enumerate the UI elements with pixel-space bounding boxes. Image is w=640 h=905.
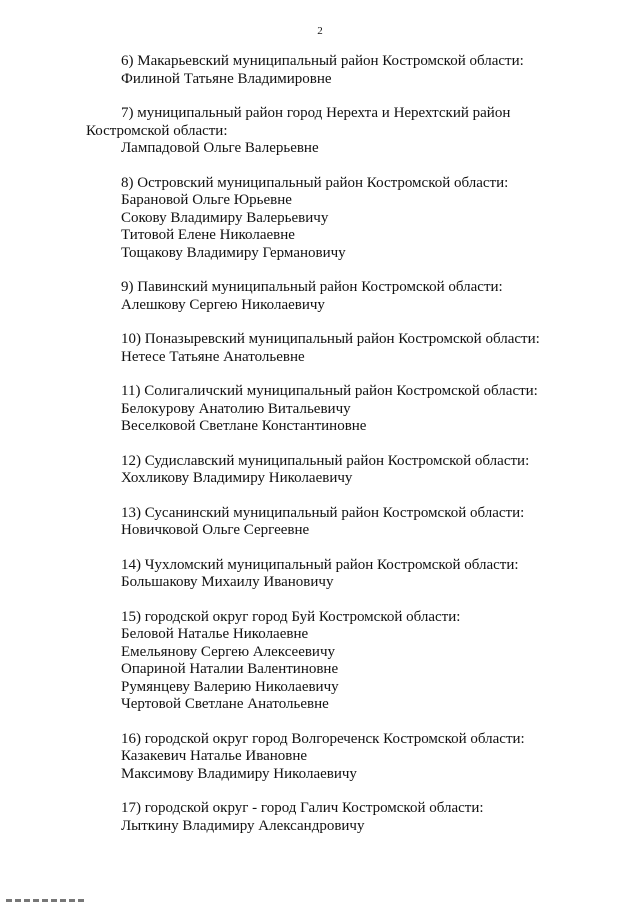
list-item-11: [0, 383, 640, 436]
list-item-7: [0, 105, 640, 158]
person-name: Филиной Татьяне Владимировне: [121, 70, 332, 87]
person-name: Титовой Елене Николаевне: [121, 227, 295, 243]
person-name: Нетесе Татьяне Анатольевне: [121, 348, 305, 365]
item-heading: 17) городской округ - город Галич Костромской области:: [121, 800, 484, 816]
person-name: Лампадовой Ольге Валерьевне: [121, 140, 319, 156]
list-item-15: [0, 609, 640, 714]
person-name: Новичковой Ольге Сергеевне: [121, 522, 310, 538]
person-name: Белокурову Анатолию Витальевичу: [121, 400, 351, 417]
item-heading: 10) Поназыревский муниципальный район Костромской области:: [121, 331, 540, 347]
list-item-8: [0, 175, 640, 263]
person-name: Тощакову Владимиру Германовичу: [121, 244, 346, 261]
person-name: Лыткину Владимиру Александровичу: [121, 817, 365, 834]
person-name: Хохликову Владимиру Николаевичу: [121, 470, 353, 486]
item-heading: 11) Солигаличский муниципальный район Костромской области:: [121, 383, 538, 399]
item-heading-continuation: Костромской области:: [86, 122, 228, 139]
person-name: Казакевич Наталье Ивановне: [121, 748, 308, 764]
list-item-14: [0, 557, 640, 592]
person-name: Максимову Владимиру Николаевичу: [121, 765, 357, 782]
person-name: Барановой Ольге Юрьевне: [121, 192, 292, 208]
list-item-10: [0, 331, 640, 366]
person-name: Беловой Наталье Николаевне: [121, 626, 309, 642]
item-heading: 15) городской округ город Буй Костромской области:: [121, 608, 461, 625]
page-number: 2: [317, 25, 323, 37]
item-heading: 14) Чухломский муниципальный район Костромской области:: [121, 556, 519, 573]
person-name: Опариной Наталии Валентиновне: [121, 661, 339, 677]
list-item-12: [0, 453, 640, 488]
person-name: Веселковой Светлане Константиновне: [121, 418, 367, 434]
document-body: [0, 53, 640, 852]
item-heading: 6) Макарьевский муниципальный район Костромской области:: [121, 53, 524, 69]
person-name: Большакову Михаилу Ивановичу: [121, 574, 334, 590]
list-item-6: [0, 53, 640, 88]
person-name: Чертовой Светлане Анатольевне: [121, 696, 329, 712]
person-name: Емельянову Сергею Алексеевичу: [121, 643, 335, 660]
item-heading: 7) муниципальный район город Нерехта и Нерехтский район: [121, 105, 511, 121]
list-item-13: [0, 505, 640, 540]
item-heading: 12) Судиславский муниципальный район Костромской области:: [121, 452, 530, 469]
person-name: Румянцеву Валерию Николаевичу: [121, 678, 339, 695]
item-heading: 9) Павинский муниципальный район Костромской области:: [121, 279, 503, 295]
item-heading: 13) Сусанинский муниципальный район Костромской области:: [121, 504, 525, 521]
list-item-17: [0, 800, 640, 835]
item-heading: 8) Островский муниципальный район Костромской области:: [121, 174, 509, 191]
person-name: Алешкову Сергею Николаевичу: [121, 296, 325, 313]
list-item-16: [0, 731, 640, 784]
scan-artifact: [6, 899, 86, 902]
list-item-9: [0, 279, 640, 314]
item-heading: 16) городской округ город Волгореченск Костромской области:: [121, 730, 525, 747]
person-name: Сокову Владимиру Валерьевичу: [121, 209, 329, 226]
